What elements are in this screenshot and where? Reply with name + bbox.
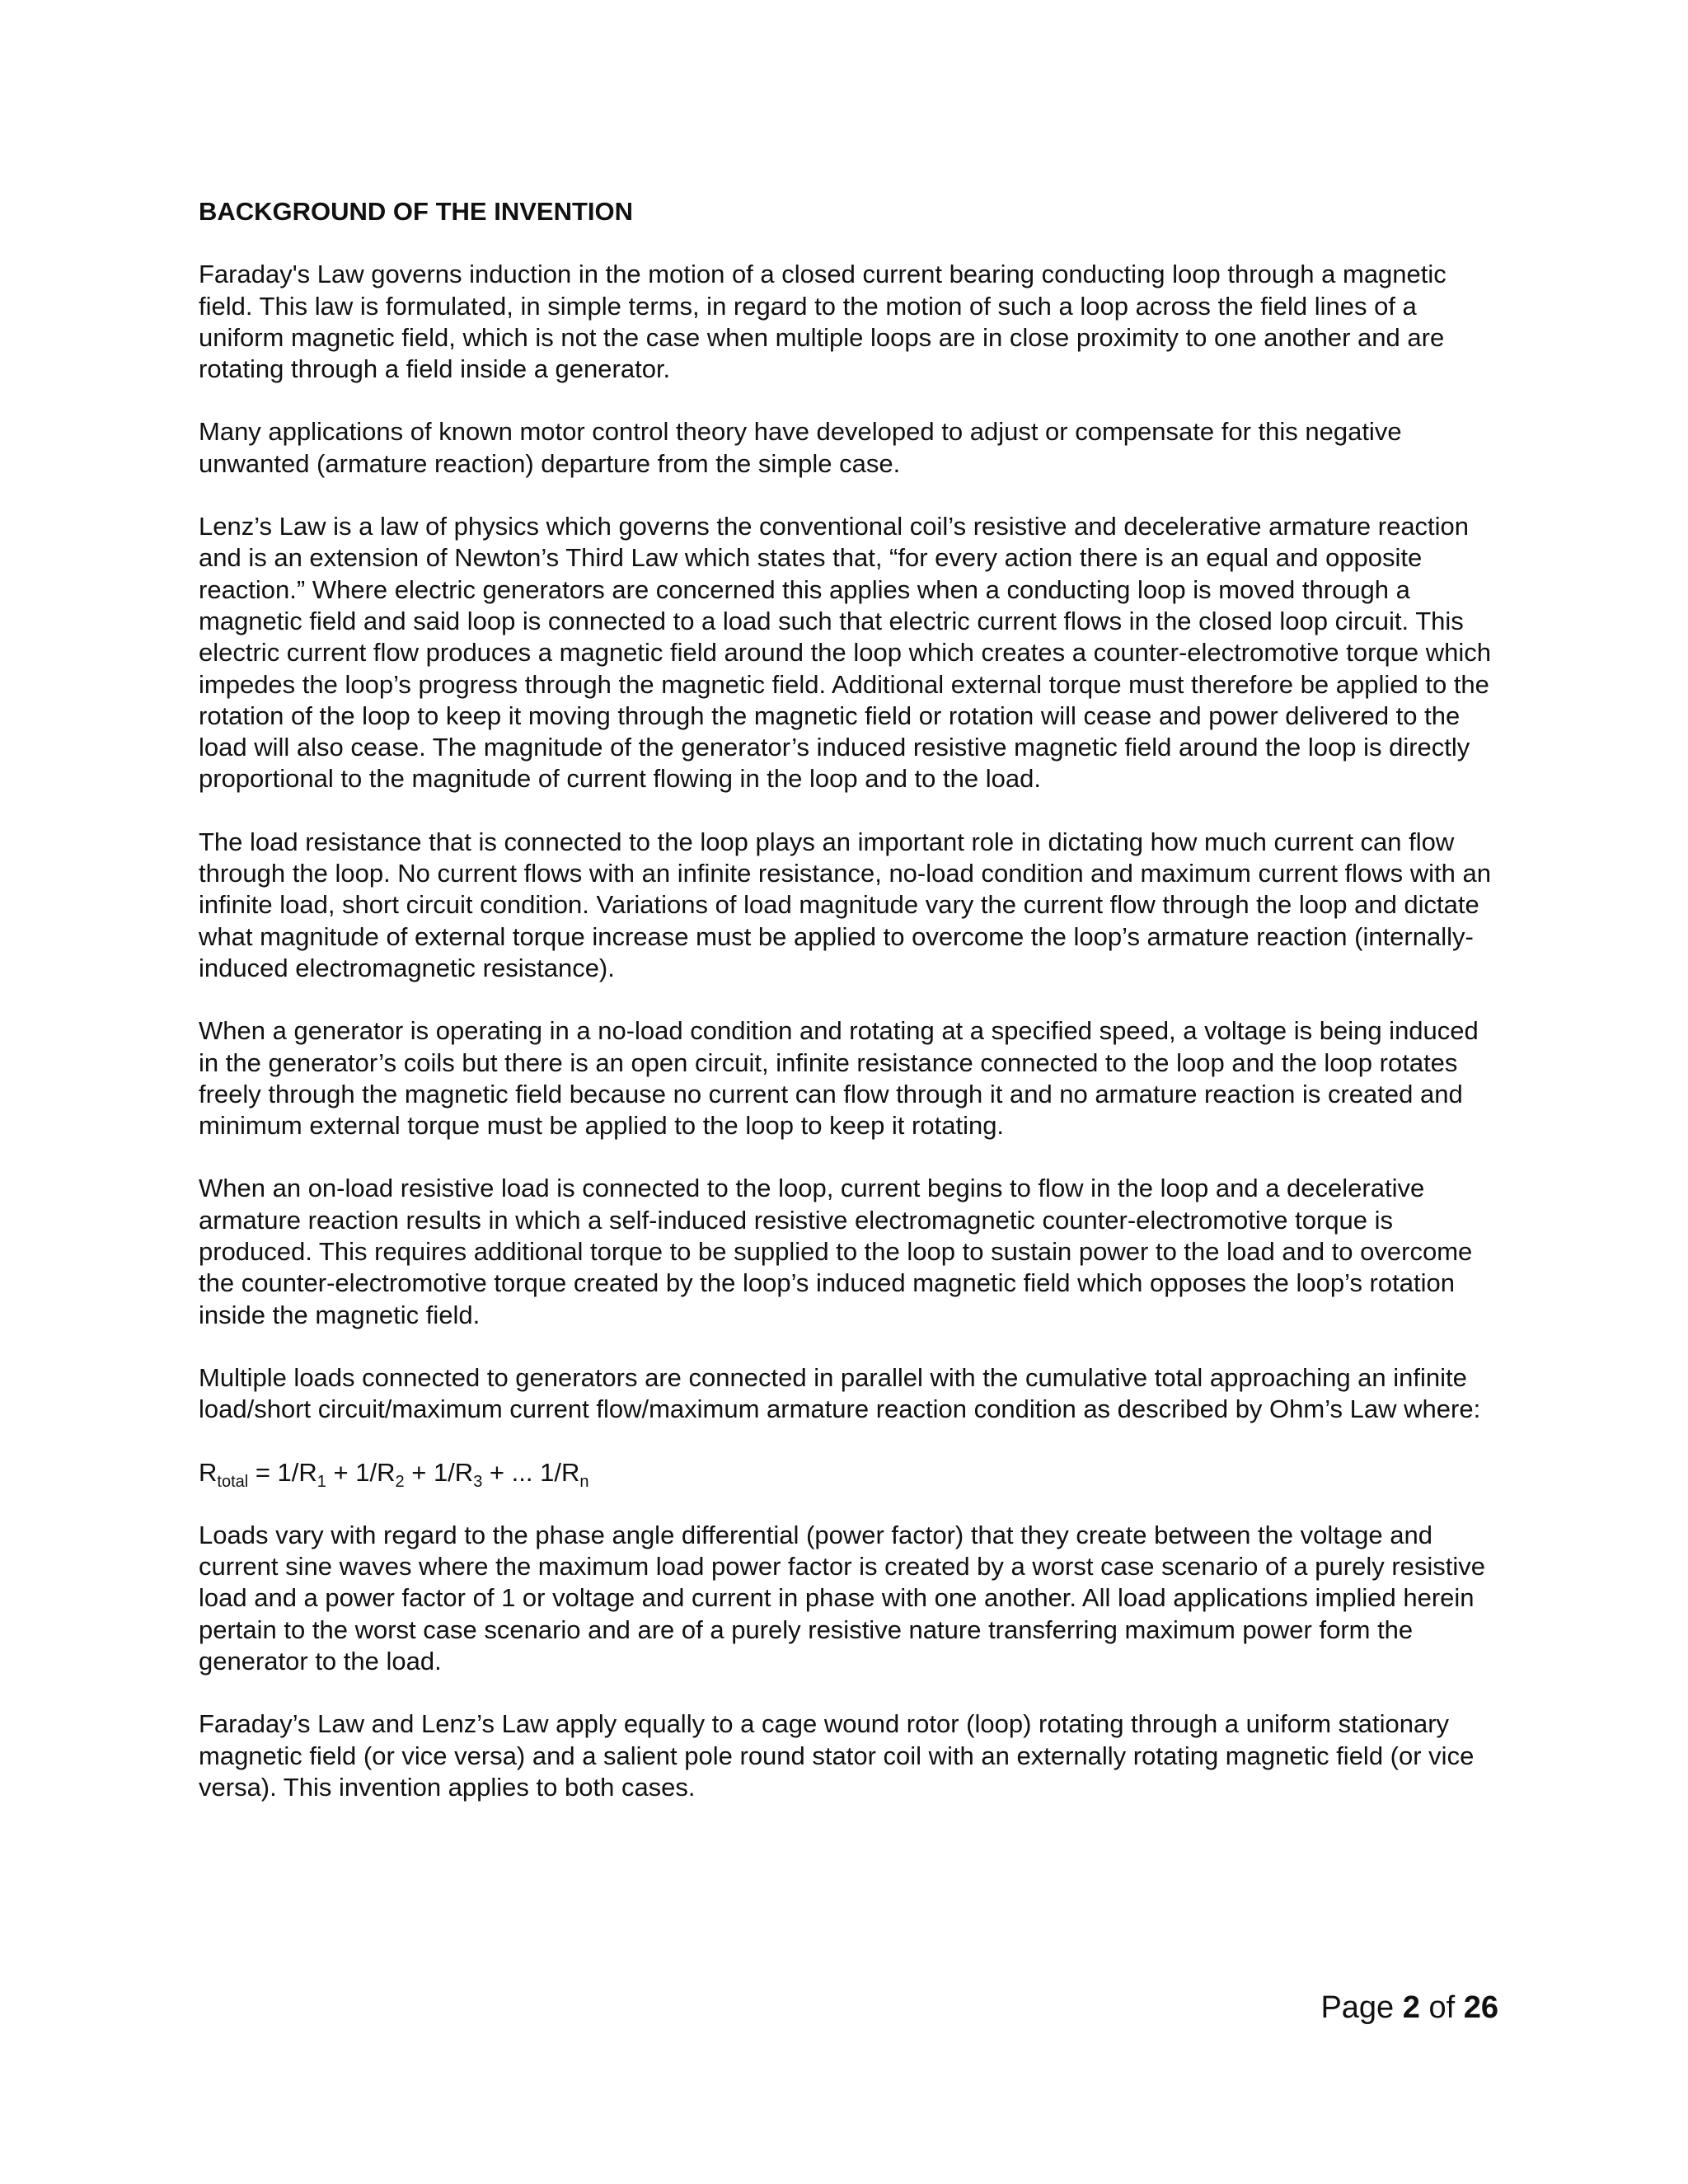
formula-sub-2: 2 [395,1472,405,1491]
formula-plus-3: + 1/R [404,1457,474,1487]
formula-dots: + ... 1/R [482,1457,580,1487]
paragraph-multiple-loads: Multiple loads connected to generators are connected in parallel with the cumulative total approaching an infinite load/short circuit/maximum current flow/maximum armature reaction condition as described by Ohm’s Law where: [199,1362,1481,1424]
paragraph-lenz: Lenz’s Law is a law of physics which governs the conventional coil’s resistive and decelerative armature reaction and is an extension of Newton’s Third Law which states that, “for every action there is an equal and opposite reaction.” Where electric generators are concerned this applies when a conducting loop is moved through a magnetic field and said loop is connected to a load such that electric current flows in the closed loop circuit. This electric current flow produces a magnetic field around the loop which creates a counter-electromotive torque which impedes the loop’s progress through the magnetic field. Additional external torque must therefore be applied to the rotation of the loop to keep it moving through the magnetic field or rotation will cease and power delivered to the load will also cease. The magnitude of the generator’s induced resistive magnetic field around the loop is directly proportional to the magnitude of current flowing in the loop and to the load. [199,512,1492,794]
page-content [199,196,1497,1835]
section-heading: BACKGROUND OF THE INVENTION [199,197,633,226]
formula-sub-total: total [217,1472,249,1491]
formula-plus-2: + 1/R [326,1457,396,1487]
paragraph-power-factor: Loads vary with regard to the phase angle differential (power factor) that they create between the voltage and current sine waves where the maximum load power factor is created by a worst case scenario of a purely resistive load and a power factor of 1 or voltage and current in phase with one another. All load applications implied herein pertain to the worst case scenario and are of a purely resistive nature transferring maximum power form the generator to the load. [199,1520,1486,1675]
paragraph-load-resistance: The load resistance that is connected to the loop plays an important role in dictating how much current can flow through the loop. No current flows with an infinite resistance, no-load condition and maximum current flows with an infinite load, short circuit condition. Variations of load magnitude vary the current flow through the loop and dictate what magnitude of external torque increase must be applied to overcome the loop’s armature reaction (internally-induced electromagnetic resistance). [199,827,1492,982]
formula-eq: = 1/R [248,1457,317,1487]
page-number [1154,1988,1498,2027]
paragraph-applies-both: Faraday’s Law and Lenz’s Law apply equally to a cage wound rotor (loop) rotating through a uniform stationary magnetic field (or vice versa) and a salient pole round stator coil with an externally rotating magnetic field (or vice versa). This invention applies to both cases. [199,1709,1475,1802]
page-current: 2 [1402,1990,1420,2025]
paragraph-faraday: Faraday's Law governs induction in the motion of a closed current bearing conducting loop through a magnetic field. This law is formulated, in simple terms, in regard to the motion of such a loop across the field lines of a uniform magnetic field, which is not the case when multiple loops are in close proximity to one another and are rotating through a field inside a generator. [199,260,1447,384]
page-word: Page [1320,1990,1395,2025]
paragraph-motor-control: Many applications of known motor control theory have developed to adjust or compensate for this negative unwanted (armature reaction) departure from the simple case. [199,417,1402,478]
page-total: 26 [1463,1990,1498,2025]
formula-sub-3: 3 [473,1472,483,1491]
formula-sub-n: n [579,1472,589,1491]
of-word: of [1428,1990,1456,2025]
formula-sub-1: 1 [316,1472,326,1491]
ohms-law-formula [199,1457,1497,1491]
formula-r: R [199,1457,218,1487]
paragraph-no-load: When a generator is operating in a no-load condition and rotating at a specified speed, a voltage is being induced in the generator’s coils but there is an open circuit, infinite resistance connected to the loop and the loop rotates freely through the magnetic field because no current can flow through it and no armature reaction is created and minimum external torque must be applied to the loop to keep it rotating. [199,1016,1479,1141]
paragraph-on-load: When an on-load resistive load is connected to the loop, current begins to flow in the loop and a decelerative armature reaction results in which a self-induced resistive electromagnetic counter-electromotive torque is produced. This requires additional torque to be supplied to the loop to sustain power to the load and to overcome the counter-electromotive torque created by the loop’s induced magnetic field which opposes the loop’s rotation inside the magnetic field. [199,1174,1473,1329]
